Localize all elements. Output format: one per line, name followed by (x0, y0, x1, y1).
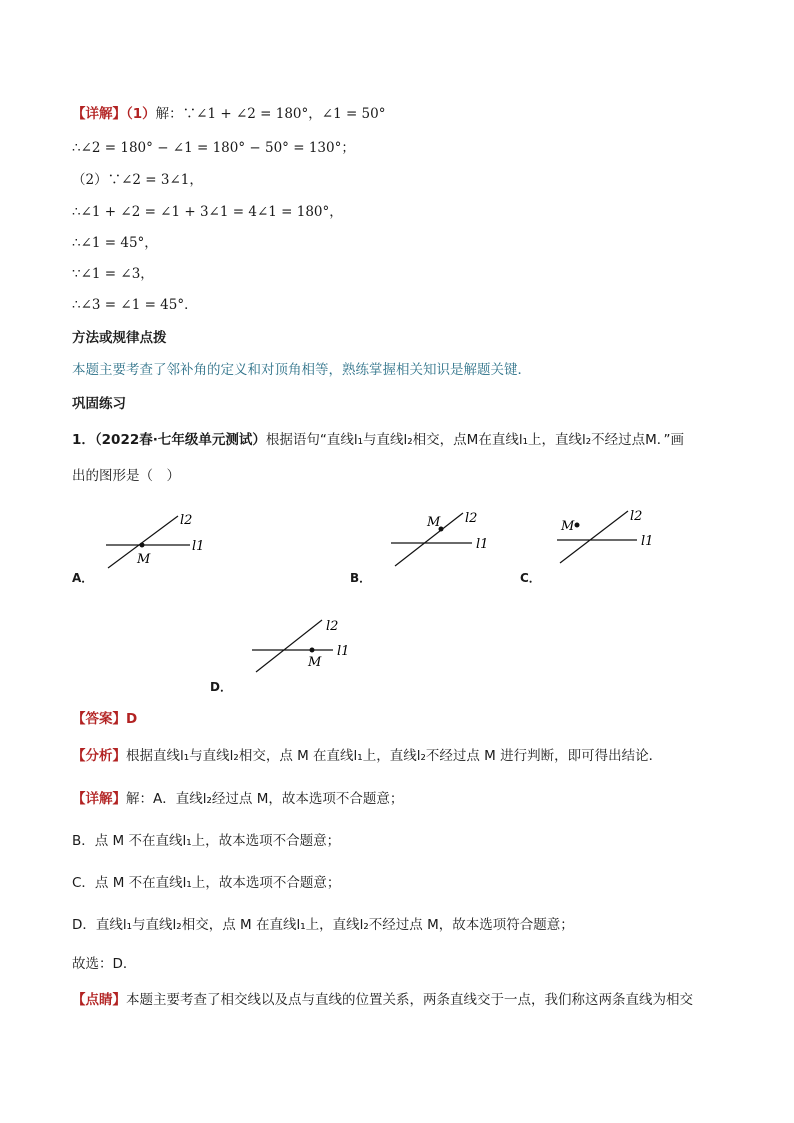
detail2-tag: 【详解】 (72, 791, 126, 807)
comment-line (72, 988, 693, 1008)
fig-a-l2-label: l2 (180, 513, 193, 528)
option-a-label: A． (72, 571, 94, 585)
fig-b-l2-label: l2 (465, 511, 478, 526)
detail-line-1 (72, 102, 386, 122)
detail-line-3: （2）∵∠2 = 3∠1， (72, 172, 203, 188)
fig-b-m-label: M (427, 515, 441, 530)
answer-line (72, 707, 137, 727)
figure-b (391, 511, 488, 566)
detail2-a: 解：A．直线l₂经过点 M，故本选项不合题意； (126, 791, 404, 807)
option-b-label: B． (350, 571, 372, 585)
fig-d-m-label: M (308, 655, 322, 670)
detail-line-2: ∴∠2 = 180° − ∠1 = 180° − 50° = 130°； (72, 140, 355, 156)
detail-text: 解：∵∠1 + ∠2 = 180°，∠1 = 50° (155, 106, 386, 122)
part-1-label: （1） (126, 106, 156, 122)
comment-text: 本题主要考查了相交线以及点与直线的位置关系，两条直线交于一点，我们称这两条直线为相交 (126, 992, 693, 1008)
method-heading: 方法或规律点拨 (72, 330, 167, 346)
figure-d (252, 619, 349, 672)
option-figures (0, 500, 794, 700)
analysis-line (72, 744, 662, 764)
detail2-line-b: B．点 M 不在直线l₁上，故本选项不合题意； (72, 833, 341, 849)
fig-a-m-label: M (137, 552, 151, 567)
figure-a (106, 513, 204, 568)
fig-c-m-label: M (561, 519, 575, 534)
detail2-line-c: C．点 M 不在直线l₁上，故本选项不合题意； (72, 875, 341, 891)
analysis-tag: 【分析】 (72, 748, 126, 764)
comment-tag: 【点睛】 (72, 992, 126, 1008)
fig-a-l1-label: l1 (192, 539, 205, 554)
detail-line-5: ∴∠1 = 45°， (72, 235, 158, 251)
question-text-1: 根据语句“直线l₁与直线l₂相交，点M在直线l₁上，直线l₂不经过点M．”画 (265, 432, 685, 448)
answer-tag: 【答案】 (72, 711, 126, 727)
question-line-1 (72, 428, 684, 448)
detail2-line-d: D．直线l₁与直线l₂相交，点 M 在直线l₁上，直线l₂不经过点 M，故本选项符合题意； (72, 917, 574, 933)
question-line-2: 出的图形是（ ） (72, 468, 180, 484)
analysis-text: 根据直线l₁与直线l₂相交，点 M 在直线l₁上，直线l₂不经过点 M 进行判断，即可得出结论． (126, 748, 663, 764)
detail-line-4: ∴∠1 + ∠2 = ∠1 + 3∠1 = 4∠1 = 180°， (72, 204, 343, 220)
option-c-label: C． (520, 571, 541, 585)
detail-line-6: ∵∠1 = ∠3， (72, 266, 154, 282)
choose-line: 故选：D． (72, 956, 137, 972)
detail-line-7: ∴∠3 = ∠1 = 45°． (72, 297, 198, 313)
answer-value: D (126, 711, 138, 727)
method-text: 本题主要考查了邻补角的定义和对顶角相等，熟练掌握相关知识是解题关键． (72, 362, 531, 378)
fig-c-point-m (575, 523, 580, 528)
fig-d-l1-label: l1 (337, 644, 350, 659)
detail2-line-a (72, 787, 403, 807)
fig-c-l2-label: l2 (630, 509, 643, 524)
fig-d-point-m (310, 648, 315, 653)
fig-c-l1-label: l1 (641, 534, 654, 549)
figure-c (557, 509, 653, 563)
practice-heading: 巩固练习 (72, 396, 126, 412)
detail-tag: 【详解】 (72, 106, 126, 122)
fig-a-point-m (140, 543, 145, 548)
fig-b-l1-label: l1 (476, 537, 489, 552)
question-source: （2022春·七年级单元测试） (94, 432, 266, 448)
option-d-label: D． (210, 680, 232, 694)
fig-d-l2-label: l2 (326, 619, 339, 634)
question-number: 1． (72, 432, 95, 448)
